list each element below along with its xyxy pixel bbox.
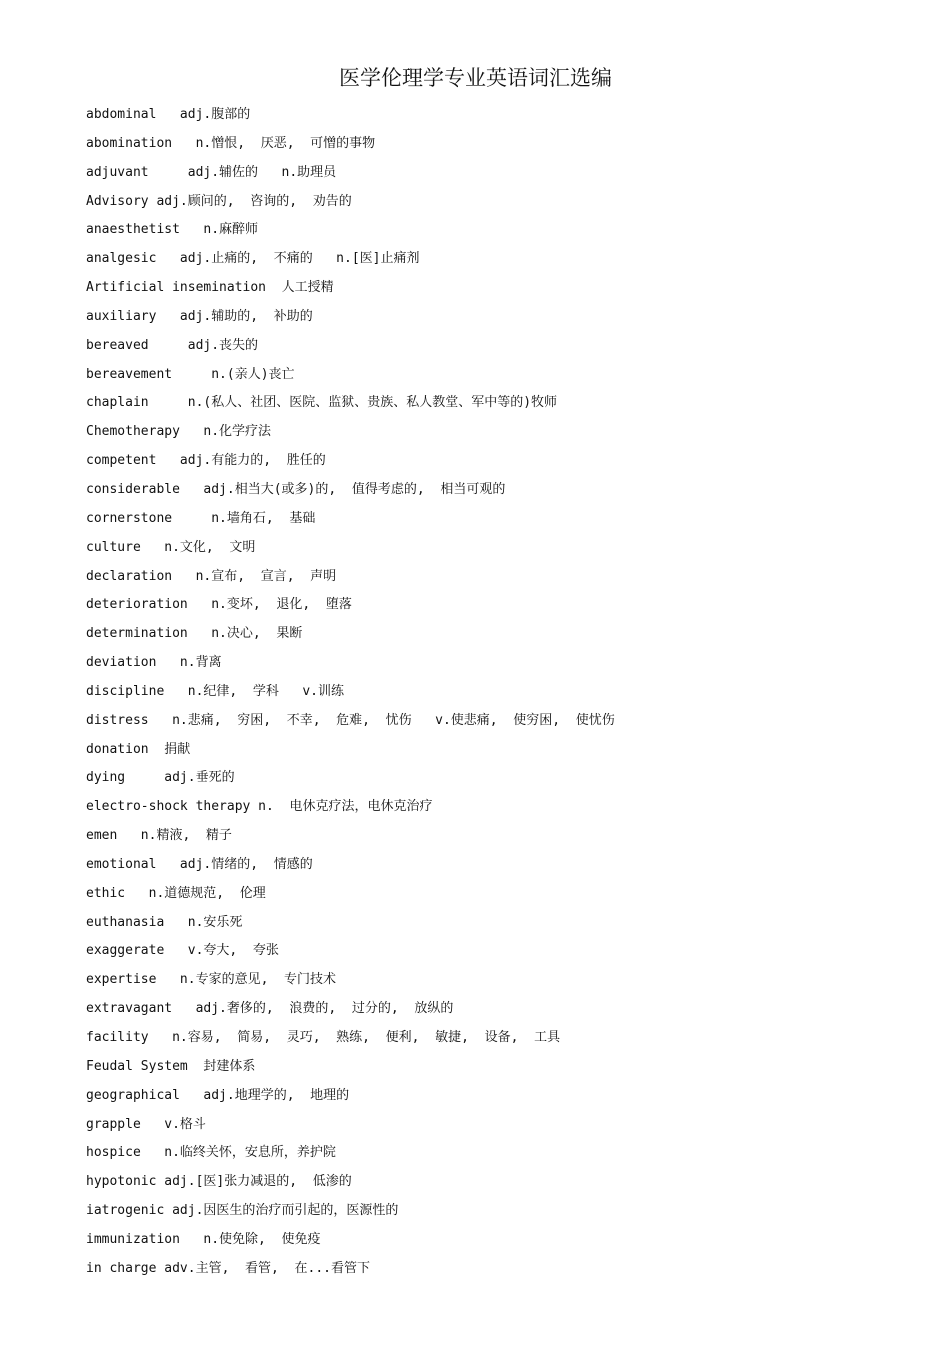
vocabulary-entry: electro-shock therapy n. 电休克疗法，电休克治疗 (86, 799, 433, 815)
document-title: 医学伦理学专业英语词汇选编 (339, 66, 612, 90)
vocabulary-entry: declaration n.宣布, 宣言, 声明 (86, 568, 337, 584)
vocabulary-entry: euthanasia n.安乐死 (86, 914, 243, 930)
vocabulary-entry: hospice n.临终关怀，安息所，养护院 (86, 1145, 336, 1161)
vocabulary-entry: adjuvant adj.辅佐的 n.助理员 (86, 164, 337, 180)
vocabulary-entry: bereavement n.(亲人)丧亡 (86, 366, 295, 382)
vocabulary-entry: abomination n.憎恨, 厌恶, 可憎的事物 (86, 135, 376, 151)
vocabulary-entry: bereaved adj.丧失的 (86, 337, 259, 353)
vocabulary-entry: geographical adj.地理学的, 地理的 (86, 1087, 350, 1103)
vocabulary-entry: chaplain n.(私人、社团、医院、监狱、贵族、私人教堂、军中等的)牧师 (86, 395, 558, 411)
vocabulary-entry: hypotonic adj.[医]张力减退的, 低渗的 (86, 1174, 352, 1190)
vocabulary-entry: Feudal System 封建体系 (86, 1058, 256, 1074)
vocabulary-entry: abdominal adj.腹部的 (86, 107, 251, 122)
vocabulary-entry: emotional adj.情绪的, 情感的 (86, 856, 313, 872)
vocabulary-entry: emen n.精液, 精子 (86, 828, 232, 844)
vocabulary-entry: donation 捐献 (86, 741, 191, 757)
vocabulary-entry: ethic n.道德规范, 伦理 (86, 885, 266, 901)
vocabulary-entry: in charge adv.主管, 看管, 在...看管下 (86, 1260, 371, 1276)
vocabulary-entry: deviation n.背离 (86, 655, 222, 671)
vocabulary-entry: deterioration n.变坏, 退化, 堕落 (86, 597, 352, 613)
vocabulary-entry: discipline n.纪律, 学科 v.训练 (86, 683, 345, 699)
vocabulary-entry: analgesic adj.止痛的, 不痛的 n.[医]止痛剂 (86, 251, 420, 267)
vocabulary-entry: anaesthetist n.麻醉师 (86, 222, 259, 238)
vocabulary-entry: considerable adj.相当大(或多)的, 值得考虑的, 相当可观的 (86, 481, 506, 497)
vocabulary-entry: exaggerate v.夸大, 夸张 (86, 943, 279, 959)
vocabulary-entry: grapple v.格斗 (86, 1116, 206, 1132)
vocabulary-entry: determination n.决心, 果断 (86, 626, 303, 642)
vocabulary-entry: facility n.容易, 简易, 灵巧, 熟练, 便利, 敏捷, 设备, 工具 (86, 1030, 561, 1045)
vocabulary-entry: competent adj.有能力的, 胜任的 (86, 453, 326, 469)
vocabulary-entry: Artificial insemination 人工授精 (86, 280, 334, 296)
vocabulary-entry: Chemotherapy n.化学疗法 (86, 424, 272, 440)
vocabulary-entry: auxiliary adj.辅助的, 补助的 (86, 308, 313, 324)
vocabulary-entry: Advisory adj.顾问的, 咨询的, 劝告的 (86, 193, 352, 209)
vocabulary-entry: culture n.文化, 文明 (86, 539, 256, 555)
vocabulary-list (86, 101, 926, 1284)
vocabulary-entry: distress n.悲痛, 穷困, 不幸, 危难, 忧伤 v.使悲痛, 使穷困, 使忧伤 (86, 712, 615, 728)
vocabulary-entry: immunization n.使免除, 使免疫 (86, 1231, 321, 1247)
vocabulary-entry: cornerstone n.墙角石, 基础 (86, 510, 316, 526)
vocabulary-entry: expertise n.专家的意见, 专门技术 (86, 972, 337, 988)
vocabulary-entry: extravagant adj.奢侈的, 浪费的, 过分的, 放纵的 (86, 1001, 454, 1017)
vocabulary-entry: dying adj.垂死的 (86, 770, 235, 786)
vocabulary-entry: iatrogenic adj.因医生的治疗而引起的，医源性的 (86, 1203, 399, 1219)
